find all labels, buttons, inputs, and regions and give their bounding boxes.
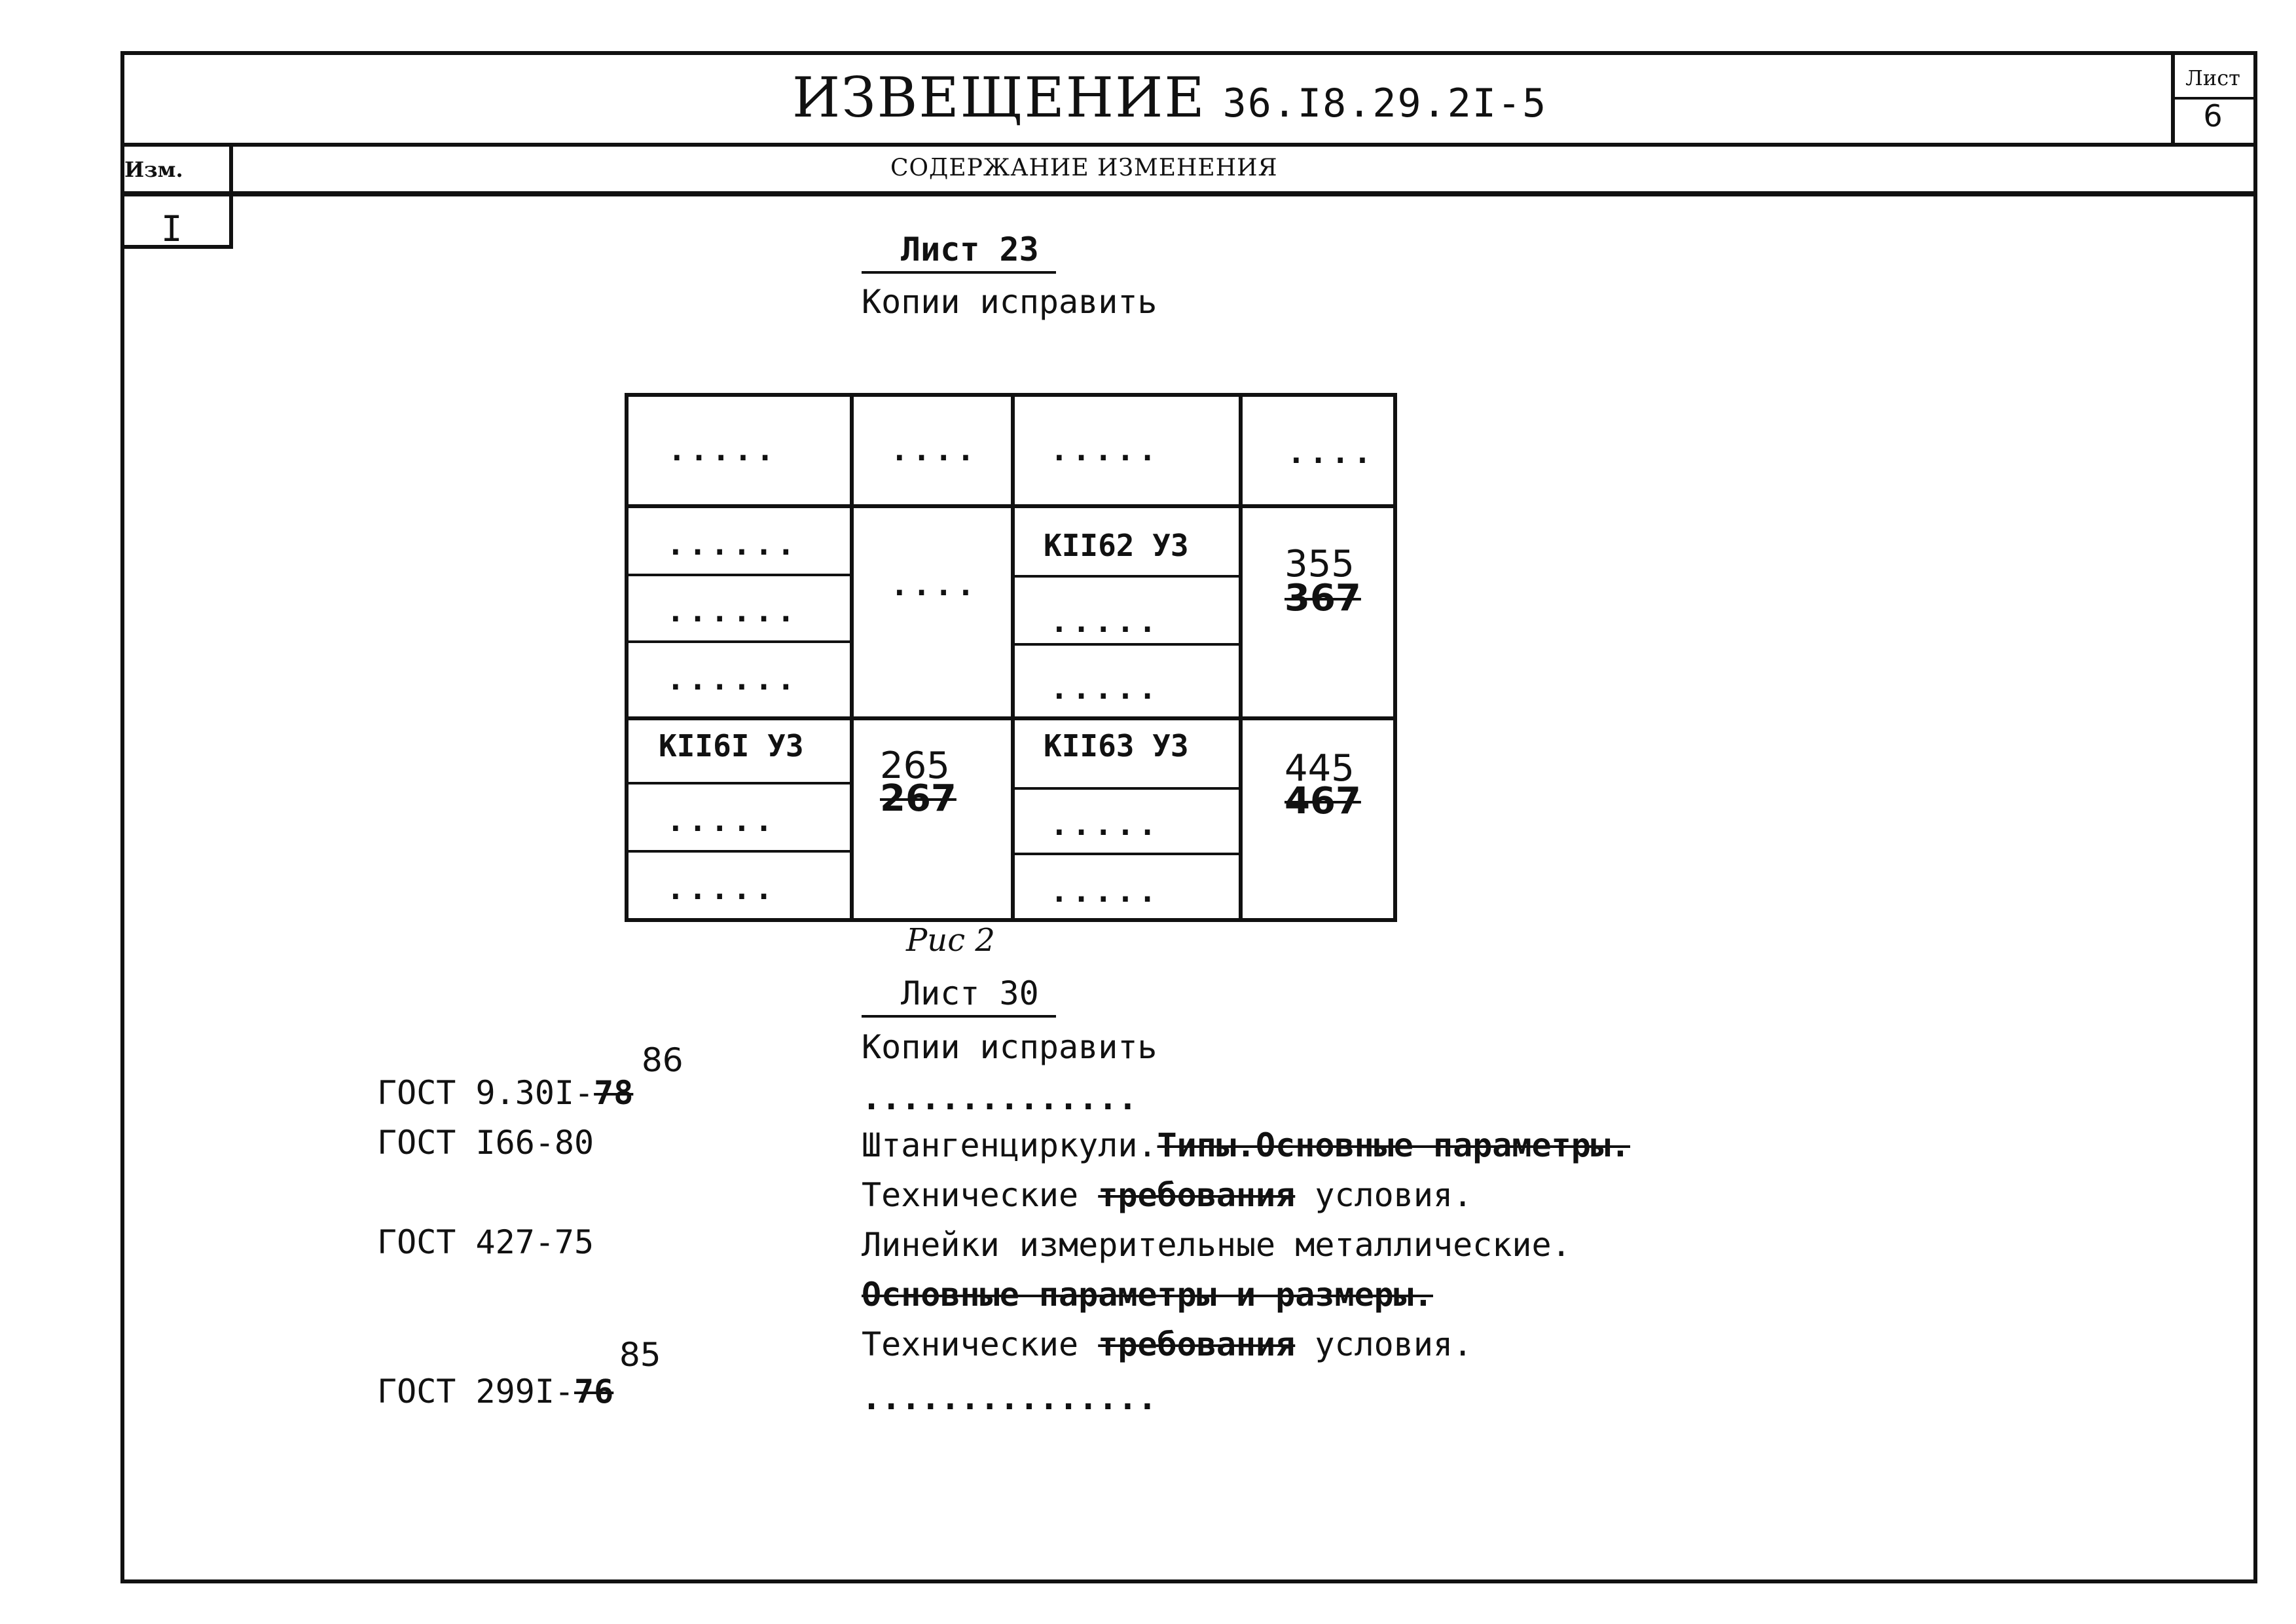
cell-h1: ..... [668, 432, 778, 468]
cell-h2: .... [890, 432, 979, 468]
cell-r5c1: ..... [666, 803, 777, 838]
table-hline-mid [625, 716, 1397, 720]
table-c3-rule-b [1012, 643, 1240, 646]
cell-k1: КII6I УЗ [659, 728, 804, 764]
line-tech-1 [862, 1176, 1472, 1214]
section1-instruction: Копии исправить [862, 283, 1157, 321]
rulers-struck-text: Основные параметры и размеры. [862, 1276, 1433, 1314]
table-c1-rule-c [625, 782, 851, 784]
tech1-struck-text: требования [1098, 1176, 1296, 1214]
line-rulers: Линейки измерительные металлические. [862, 1226, 1571, 1264]
table-vline-2 [1011, 393, 1015, 922]
gost-427: ГОСТ 427-75 [377, 1223, 594, 1261]
cell-k2: КII62 УЗ [1044, 528, 1189, 563]
section1-heading [862, 231, 1056, 274]
table-hline-header [625, 504, 1397, 508]
izm-column-divider [229, 143, 233, 249]
document-number: 36.I8.29.2I-5 [1222, 81, 1548, 126]
cell-k3: КII63 УЗ [1044, 728, 1189, 764]
line-tech-2 [862, 1325, 1472, 1363]
value-367-struck: 367 [1285, 577, 1361, 619]
cell-r5c3: ..... [1050, 807, 1161, 842]
tech1-end-text: условия. [1295, 1176, 1473, 1214]
cell-r1c1: ...... [666, 526, 799, 562]
title-word: ИЗВЕЩЕНИЕ [792, 65, 1206, 130]
leader-dots-1: .............. [862, 1079, 1138, 1117]
cell-h4: .... [1287, 435, 1376, 470]
izm-column-header: Изм. [124, 157, 183, 182]
value-265: 265 [880, 745, 950, 787]
tech2-text: Технические [862, 1325, 1099, 1363]
table-c3-rule-c [1012, 787, 1240, 790]
cell-upper-c2: .... [890, 567, 979, 602]
tech1-text: Технические [862, 1176, 1099, 1214]
gost-9301-old-year: 78 [594, 1074, 634, 1112]
calipers-text: Штангенциркули. [862, 1126, 1157, 1164]
figure-caption: Рис 2 [906, 922, 995, 959]
value-467-struck: 467 [1285, 780, 1361, 822]
section2-heading-text: Лист 30 [901, 974, 1039, 1012]
gost-2991 [377, 1373, 613, 1411]
cell-r6c3: ..... [1050, 874, 1161, 909]
tech2-struck-text: требования [1098, 1325, 1296, 1363]
tech2-end-text: условия. [1295, 1325, 1473, 1363]
header-bottom-rule [120, 143, 2257, 147]
line-calipers [862, 1126, 1630, 1164]
cell-r3c3: ..... [1050, 671, 1161, 706]
value-355: 355 [1285, 543, 1355, 585]
gost-166: ГОСТ I66-80 [377, 1124, 594, 1162]
gost-9301-new-year: 86 [642, 1041, 683, 1079]
cell-r3c1: ...... [666, 661, 799, 697]
table-c1-rule-d [625, 850, 851, 853]
content-column-header: СОДЕРЖАНИЕ ИЗМЕНЕНИЯ [890, 155, 1278, 181]
sheet-number: 6 [2203, 98, 2223, 134]
leader-dots-2: ............... [862, 1379, 1157, 1417]
calipers-struck-text: Типы.Основные параметры. [1157, 1126, 1631, 1164]
gost-2991-new-year: 85 [619, 1336, 661, 1374]
gost-2991-base: ГОСТ 299I- [377, 1373, 575, 1411]
cell-r2c1: ...... [666, 593, 799, 629]
sheet-label: Лист [2185, 65, 2240, 90]
cell-r6c1: ..... [666, 871, 777, 906]
value-445: 445 [1285, 747, 1355, 790]
gost-9301 [377, 1074, 633, 1112]
column-header-bottom-rule [120, 191, 2257, 196]
table-c3-rule-d [1012, 853, 1240, 855]
notice-title [792, 65, 1547, 130]
section1-heading-text: Лист 23 [901, 231, 1039, 268]
cell-r2c3: ..... [1050, 604, 1161, 639]
table-vline-1 [850, 393, 854, 922]
line-rulers-struck [862, 1276, 1433, 1314]
value-267-struck: 267 [880, 777, 957, 820]
table-vline-3 [1239, 393, 1243, 922]
cell-h3: ..... [1050, 432, 1161, 468]
table-c1-rule-a [625, 574, 851, 576]
gost-9301-base: ГОСТ 9.30I- [377, 1074, 594, 1112]
gost-2991-old-year: 76 [574, 1373, 614, 1411]
table-c1-rule-b [625, 640, 851, 643]
revision-number: I [161, 208, 183, 249]
section2-instruction: Копии исправить [862, 1028, 1157, 1066]
section2-heading [862, 974, 1056, 1018]
table-c3-rule-a [1012, 575, 1240, 578]
